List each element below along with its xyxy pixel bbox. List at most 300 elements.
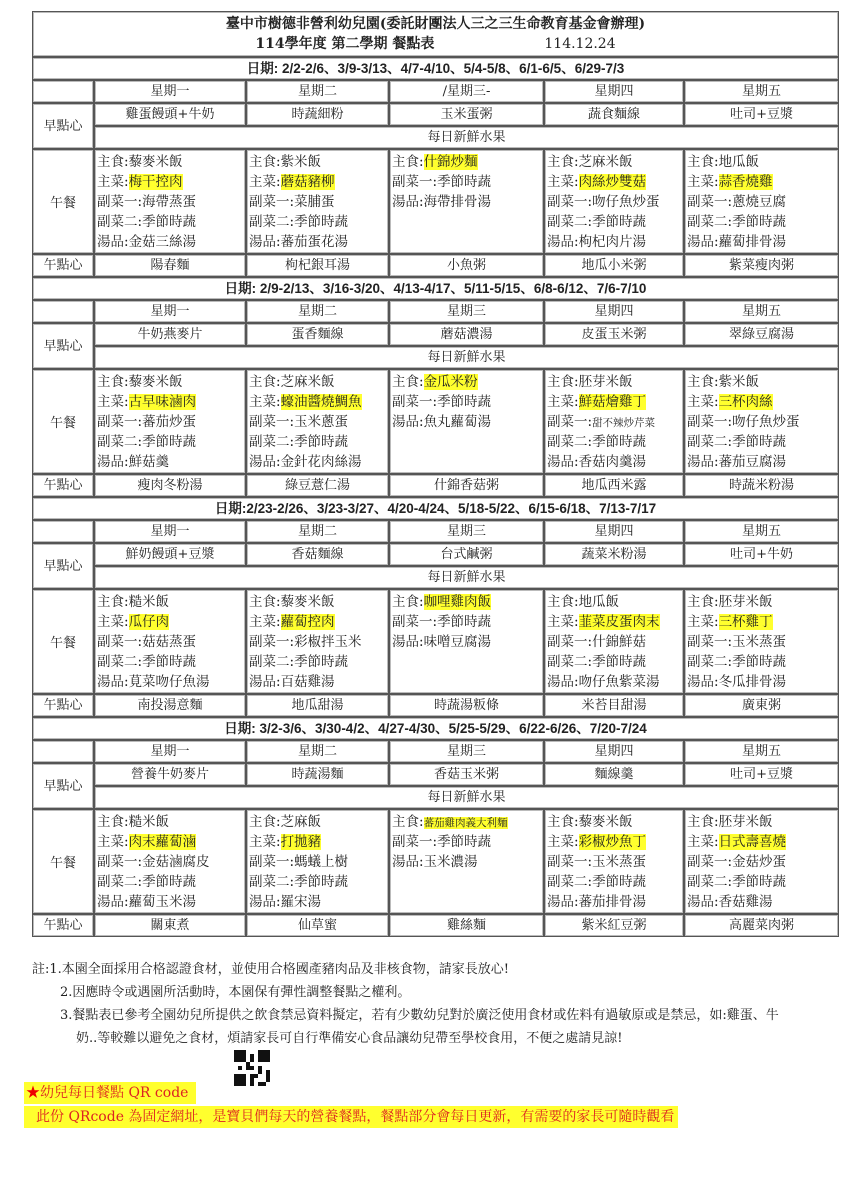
qr-code[interactable] <box>234 1050 270 1086</box>
lunch-line <box>687 892 838 912</box>
dish-label: 主食: <box>547 814 579 830</box>
dish-name: 胚芽米飯 <box>718 814 773 830</box>
day-header: 星期五 <box>684 740 839 763</box>
lunch-cell <box>94 809 246 914</box>
dish-label: 主食: <box>249 154 281 170</box>
menu-sheet <box>32 11 839 937</box>
lunch-line <box>687 872 838 892</box>
dish-label: 湯品: <box>97 454 129 470</box>
dish-name: 海帶蒸蛋 <box>142 194 197 210</box>
lunch-row <box>32 369 839 474</box>
dish-name: 糙米飯 <box>128 814 170 830</box>
lunch-line <box>249 632 388 652</box>
lunch-line <box>687 832 838 852</box>
qr-note: 此份 QRcode 為固定網址，是寶貝們每天的營養餐點，餐點部分會每日更新，有需要的家長可隨時觀看 <box>24 1106 678 1128</box>
day-header: 星期三 <box>389 740 544 763</box>
lunch-cell <box>94 589 246 694</box>
lunch-cell <box>94 369 246 474</box>
day-header: 星期五 <box>684 520 839 543</box>
lunch-line <box>547 592 683 612</box>
lunch-line <box>547 812 683 832</box>
featured-dish: 蒜香燒雞 <box>718 174 773 190</box>
breakfast-item: 玉米蛋粥 <box>389 103 544 126</box>
lunch-line <box>547 452 683 472</box>
lunch-cell <box>544 369 684 474</box>
dish-label: 副菜二: <box>547 434 593 450</box>
featured-dish: 彩椒炒魚丁 <box>578 834 647 850</box>
dish-label: 主菜: <box>249 174 281 190</box>
lunch-line <box>392 392 543 412</box>
dish-label: 主食: <box>392 154 424 170</box>
dish-name: 玉米蒸蛋 <box>592 854 647 870</box>
afternoon-item: 綠豆薏仁湯 <box>246 474 389 497</box>
dish-label: 副菜一: <box>392 834 438 850</box>
featured-dish: 肉絲炒雙菇 <box>578 174 647 190</box>
lunch-label: 午餐 <box>32 369 94 474</box>
breakfast-item: 蔬菜米粉湯 <box>544 543 684 566</box>
lunch-line <box>392 172 543 192</box>
dish-name: 蔥燒豆腐 <box>732 194 787 210</box>
dish-label: 副菜二: <box>547 214 593 230</box>
lunch-line <box>249 412 388 432</box>
dish-label: 主食: <box>547 594 579 610</box>
breakfast-item: 吐司+牛奶 <box>684 543 839 566</box>
lunch-cell <box>246 589 389 694</box>
afternoon-item: 關東煮 <box>94 914 246 937</box>
dish-name: 胚芽米飯 <box>718 594 773 610</box>
afternoon-item: 廣東粥 <box>684 694 839 717</box>
dish-label: 副菜一: <box>97 854 143 870</box>
dish-name: 季節時蔬 <box>732 434 787 450</box>
corner-cell <box>32 80 94 103</box>
dish-label: 主菜: <box>97 614 129 630</box>
lunch-cell <box>246 149 389 254</box>
breakfast-item: 蔬食麵線 <box>544 103 684 126</box>
dish-label: 副菜一: <box>392 614 438 630</box>
dish-name: 什錦鮮菇 <box>592 634 647 650</box>
week-dates-row <box>32 57 839 80</box>
lunch-line <box>97 892 245 912</box>
breakfast-item: 蛋香麵線 <box>246 323 389 346</box>
lunch-cell <box>246 809 389 914</box>
lunch-line <box>687 652 838 672</box>
dish-name: 蕃茄排骨湯 <box>578 894 647 910</box>
dish-name: 季節時蔬 <box>732 654 787 670</box>
dish-label: 湯品: <box>249 894 281 910</box>
dish-name: 枸杞肉片湯 <box>578 234 647 250</box>
lunch-line <box>687 152 838 172</box>
dish-label: 湯品: <box>687 894 719 910</box>
breakfast-item: 牛奶燕麥片 <box>94 323 246 346</box>
lunch-cell <box>389 149 544 254</box>
lunch-line <box>687 632 838 652</box>
dish-label: 副菜一: <box>97 194 143 210</box>
menu-subtitle: 114學年度 第二學期 餐點表 <box>255 36 435 52</box>
lunch-line <box>687 232 838 252</box>
dish-label: 副菜二: <box>687 874 733 890</box>
corner-cell <box>32 520 94 543</box>
dish-name: 地瓜飯 <box>718 154 760 170</box>
afternoon-label: 午點心 <box>32 474 94 497</box>
dish-name: 季節時蔬 <box>732 214 787 230</box>
day-header: 星期三 <box>389 300 544 323</box>
dish-label: 副菜一: <box>547 854 593 870</box>
day-header: 星期四 <box>544 80 684 103</box>
dish-label: 主菜: <box>249 394 281 410</box>
lunch-line <box>97 232 245 252</box>
afternoon-item: 枸杞銀耳湯 <box>246 254 389 277</box>
dish-label: 副菜一: <box>392 174 438 190</box>
dish-label: 湯品: <box>687 674 719 690</box>
dish-name: 菜脯蛋 <box>294 194 335 210</box>
lunch-line <box>97 672 245 692</box>
dish-label: 湯品: <box>392 634 424 650</box>
dish-label: 副菜二: <box>97 214 143 230</box>
featured-dish: 瓜仔肉 <box>128 614 170 630</box>
lunch-line <box>249 592 388 612</box>
dish-name: 吻仔魚炒蛋 <box>732 414 800 430</box>
featured-dish: 梅干控肉 <box>128 174 183 190</box>
lunch-line <box>249 832 388 852</box>
lunch-line <box>687 172 838 192</box>
breakfast-item: 鮮奶饅頭+豆漿 <box>94 543 246 566</box>
dish-label: 副菜一: <box>547 634 593 650</box>
lunch-line <box>249 192 388 212</box>
school-name: 臺中市樹德非營利幼兒園(委託財團法人三之三生命教育基金會辦理) <box>225 16 646 32</box>
breakfast-item: 蘑菇濃湯 <box>389 323 544 346</box>
featured-dish: 蠔油醬燒鯛魚 <box>280 394 362 410</box>
dish-label: 副菜二: <box>249 434 295 450</box>
lunch-line <box>547 872 683 892</box>
lunch-cell <box>544 589 684 694</box>
featured-dish: 蘿蔔控肉 <box>280 614 335 630</box>
lunch-cell <box>389 369 544 474</box>
afternoon-item: 雞絲麵 <box>389 914 544 937</box>
lunch-line <box>687 612 838 632</box>
dish-label: 主菜: <box>547 614 579 630</box>
lunch-line <box>97 812 245 832</box>
featured-dish: 鮮菇燴雞丁 <box>578 394 647 410</box>
lunch-line <box>97 612 245 632</box>
afternoon-label: 午點心 <box>32 914 94 937</box>
dish-name: 玉米濃湯 <box>423 854 478 870</box>
afternoon-item: 地瓜西米露 <box>544 474 684 497</box>
featured-dish: 三杯肉絲 <box>718 394 773 410</box>
dish-label: 湯品: <box>97 234 129 250</box>
dish-label: 副菜一: <box>392 394 438 410</box>
dish-name: 蕃茄炒蛋 <box>142 414 197 430</box>
breakfast-label: 早點心 <box>32 543 94 589</box>
dish-name: 季節時蔬 <box>592 434 647 450</box>
dish-label: 主食: <box>249 594 281 610</box>
lunch-cell <box>246 369 389 474</box>
lunch-line <box>97 852 245 872</box>
dish-label: 副菜二: <box>687 654 733 670</box>
lunch-line <box>687 592 838 612</box>
dish-name: 季節時蔬 <box>592 214 647 230</box>
dish-label: 湯品: <box>392 854 424 870</box>
day-header: 星期四 <box>544 740 684 763</box>
day-header: 星期一 <box>94 740 246 763</box>
dish-label: 副菜一: <box>687 194 733 210</box>
dish-name: 季節時蔬 <box>142 434 197 450</box>
dish-label: 副菜二: <box>249 214 295 230</box>
dish-name: 芝麻飯 <box>280 814 322 830</box>
lunch-line <box>687 852 838 872</box>
lunch-line <box>392 412 543 432</box>
lunch-line <box>687 432 838 452</box>
dish-label: 主食: <box>687 814 719 830</box>
dish-label: 副菜二: <box>97 654 143 670</box>
lunch-line <box>97 432 245 452</box>
note-2: 2.因應時令或遇園所活動時，本園保有彈性調整餐點之權利。 <box>60 985 411 1000</box>
featured-dish: 日式壽喜燒 <box>718 834 787 850</box>
day-header-row <box>32 80 839 103</box>
dish-label: 副菜二: <box>97 874 143 890</box>
dish-name: 吻仔魚紫菜湯 <box>578 674 660 690</box>
dish-name: 香菇雞湯 <box>718 894 773 910</box>
lunch-line <box>547 152 683 172</box>
lunch-line <box>547 612 683 632</box>
dish-label: 主菜: <box>97 394 129 410</box>
dish-name: 藜麥米飯 <box>578 814 633 830</box>
dish-label: 主食: <box>249 814 281 830</box>
dish-name: 吻仔魚炒蛋 <box>592 194 660 210</box>
lunch-line <box>392 372 543 392</box>
lunch-line <box>249 852 388 872</box>
lunch-line <box>249 652 388 672</box>
lunch-line <box>249 892 388 912</box>
breakfast-row <box>32 323 839 346</box>
breakfast-label: 早點心 <box>32 763 94 809</box>
afternoon-row <box>32 694 839 717</box>
breakfast-row <box>32 763 839 786</box>
afternoon-label: 午點心 <box>32 254 94 277</box>
dish-label: 主菜: <box>687 834 719 850</box>
dish-label: 主食: <box>687 154 719 170</box>
breakfast-row <box>32 103 839 126</box>
dish-name: 季節時蔬 <box>592 874 647 890</box>
day-header: 星期五 <box>684 80 839 103</box>
dish-label: 湯品: <box>249 674 281 690</box>
lunch-line <box>97 152 245 172</box>
dish-name: 冬瓜排骨湯 <box>718 674 787 690</box>
lunch-line <box>687 372 838 392</box>
daily-fruit: 每日新鮮水果 <box>94 566 839 589</box>
fruit-row <box>32 786 839 809</box>
lunch-line <box>249 372 388 392</box>
lunch-line <box>249 232 388 252</box>
dish-name: 季節時蔬 <box>592 654 647 670</box>
breakfast-item: 香菇麵線 <box>246 543 389 566</box>
lunch-line <box>249 212 388 232</box>
week-dates-row <box>32 277 839 300</box>
dish-name: 蘿蔔玉米湯 <box>128 894 197 910</box>
featured-dish: 蘑菇豬柳 <box>280 174 335 190</box>
dish-name: 季節時蔬 <box>294 434 349 450</box>
dish-name: 季節時蔬 <box>294 874 349 890</box>
dish-name: 香菇肉羹湯 <box>578 454 647 470</box>
lunch-line <box>547 892 683 912</box>
afternoon-item: 仙草蜜 <box>246 914 389 937</box>
lunch-cell <box>684 149 839 254</box>
lunch-line <box>392 812 543 832</box>
lunch-line <box>547 632 683 652</box>
day-header: 星期四 <box>544 520 684 543</box>
dish-name: 羅宋湯 <box>280 894 322 910</box>
dish-name: 紫米飯 <box>718 374 760 390</box>
afternoon-item: 瘦肉冬粉湯 <box>94 474 246 497</box>
dish-name: 季節時蔬 <box>142 214 197 230</box>
dish-label: 主食: <box>687 374 719 390</box>
week-dates: 日期: 2/9-2/13、3/16-3/20、4/13-4/17、5/11-5/15、6/8-6/12、7/6-7/10 <box>32 277 839 300</box>
lunch-line <box>249 392 388 412</box>
dish-name: 金菇滷腐皮 <box>142 854 210 870</box>
dish-name: 糙米飯 <box>128 594 170 610</box>
dish-name: 鮮菇羹 <box>128 454 170 470</box>
dish-label: 副菜二: <box>249 654 295 670</box>
afternoon-item: 紫菜瘦肉粥 <box>684 254 839 277</box>
dish-label: 主菜: <box>687 614 719 630</box>
lunch-line <box>97 392 245 412</box>
afternoon-label: 午點心 <box>32 694 94 717</box>
lunch-line <box>547 172 683 192</box>
breakfast-item: 雞蛋饅頭+牛奶 <box>94 103 246 126</box>
note-1: 註:1.本園全面採用合格認證食材，並使用合格國產豬肉品及非核食物，請家長放心! <box>32 962 510 977</box>
dish-label: 主食: <box>97 814 129 830</box>
lunch-line <box>547 192 683 212</box>
lunch-cell <box>684 369 839 474</box>
dish-label: 湯品: <box>687 454 719 470</box>
dish-name: 季節時蔬 <box>437 834 492 850</box>
afternoon-item: 高麗菜肉粥 <box>684 914 839 937</box>
breakfast-item: 營養牛奶麥片 <box>94 763 246 786</box>
afternoon-item: 米苔目甜湯 <box>544 694 684 717</box>
day-header: 星期二 <box>246 520 389 543</box>
lunch-line <box>687 412 838 432</box>
lunch-cell <box>389 589 544 694</box>
day-header: 星期一 <box>94 300 246 323</box>
dish-name: 季節時蔬 <box>437 174 492 190</box>
dish-label: 副菜一: <box>97 634 143 650</box>
lunch-line <box>547 432 683 452</box>
featured-dish: 金瓜米粉 <box>423 374 478 390</box>
featured-dish: 三杯雞丁 <box>718 614 773 630</box>
lunch-line <box>392 152 543 172</box>
dish-name: 季節時蔬 <box>437 614 492 630</box>
dish-label: 湯品: <box>97 894 129 910</box>
day-header: 星期四 <box>544 300 684 323</box>
dish-name: 菇菇蒸蛋 <box>142 634 197 650</box>
dish-label: 主菜: <box>249 834 281 850</box>
dish-label: 湯品: <box>97 674 129 690</box>
lunch-line <box>249 812 388 832</box>
dish-label: 主食: <box>97 594 129 610</box>
afternoon-item: 地瓜甜湯 <box>246 694 389 717</box>
afternoon-row <box>32 914 839 937</box>
lunch-line <box>547 652 683 672</box>
dish-name: 蕃茄豆腐湯 <box>718 454 787 470</box>
lunch-line <box>687 212 838 232</box>
afternoon-item: 小魚粥 <box>389 254 544 277</box>
dish-name: 藜麥米飯 <box>280 594 335 610</box>
dish-label: 副菜一: <box>687 414 733 430</box>
lunch-line <box>547 412 683 432</box>
dish-label: 主食: <box>547 154 579 170</box>
dish-name: 甜不辣炒芹菜 <box>592 417 656 429</box>
lunch-line <box>97 372 245 392</box>
lunch-line <box>687 452 838 472</box>
dish-name: 藜麥米飯 <box>128 374 183 390</box>
lunch-line <box>97 872 245 892</box>
dish-label: 主食: <box>547 374 579 390</box>
lunch-line <box>547 232 683 252</box>
dish-label: 副菜一: <box>97 414 143 430</box>
afternoon-item: 什錦香菇粥 <box>389 474 544 497</box>
lunch-line <box>97 172 245 192</box>
dish-label: 湯品: <box>249 234 281 250</box>
fruit-row <box>32 346 839 369</box>
dish-label: 副菜二: <box>687 434 733 450</box>
dish-label: 副菜一: <box>249 194 295 210</box>
dish-label: 湯品: <box>547 674 579 690</box>
dish-label: 湯品: <box>547 894 579 910</box>
featured-dish: 韮菜皮蛋肉末 <box>578 614 660 630</box>
lunch-cell <box>94 149 246 254</box>
day-header-row <box>32 520 839 543</box>
fruit-row <box>32 126 839 149</box>
title-cell <box>32 11 839 57</box>
dish-name: 金菇炒蛋 <box>732 854 787 870</box>
week-dates-row <box>32 717 839 740</box>
lunch-cell <box>684 589 839 694</box>
week-dates: 日期: 3/2-3/6、3/30-4/2、4/27-4/30、5/25-5/29、6/22-6/26、7/20-7/24 <box>32 717 839 740</box>
dish-label: 副菜二: <box>547 654 593 670</box>
dish-name: 金針花肉絲湯 <box>280 454 362 470</box>
week-dates: 日期:2/23-2/26、3/23-3/27、4/20-4/24、5/18-5/22、6/15-6/18、7/13-7/17 <box>32 497 839 520</box>
day-header: 星期五 <box>684 300 839 323</box>
lunch-line <box>687 672 838 692</box>
lunch-line <box>249 152 388 172</box>
breakfast-label: 早點心 <box>32 323 94 369</box>
featured-dish: 打拋豬 <box>280 834 322 850</box>
day-header: 星期一 <box>94 80 246 103</box>
afternoon-item: 時蔬湯粄條 <box>389 694 544 717</box>
lunch-cell <box>684 809 839 914</box>
daily-fruit: 每日新鮮水果 <box>94 346 839 369</box>
dish-name: 季節時蔬 <box>732 874 787 890</box>
dish-label: 主菜: <box>687 174 719 190</box>
daily-fruit: 每日新鮮水果 <box>94 786 839 809</box>
afternoon-item: 南投湯意麵 <box>94 694 246 717</box>
lunch-cell <box>544 149 684 254</box>
featured-dish: 咖哩雞肉飯 <box>423 594 492 610</box>
corner-cell <box>32 740 94 763</box>
lunch-row <box>32 589 839 694</box>
dish-name: 芝麻米飯 <box>578 154 633 170</box>
dish-label: 副菜一: <box>687 854 733 870</box>
lunch-line <box>97 212 245 232</box>
dish-label: 副菜一: <box>687 634 733 650</box>
lunch-line <box>392 192 543 212</box>
dish-name: 季節時蔬 <box>294 654 349 670</box>
dish-label: 湯品: <box>547 454 579 470</box>
afternoon-row <box>32 254 839 277</box>
dish-name: 紫米飯 <box>280 154 322 170</box>
dish-label: 副菜一: <box>249 854 295 870</box>
lunch-line <box>547 852 683 872</box>
lunch-line <box>687 192 838 212</box>
